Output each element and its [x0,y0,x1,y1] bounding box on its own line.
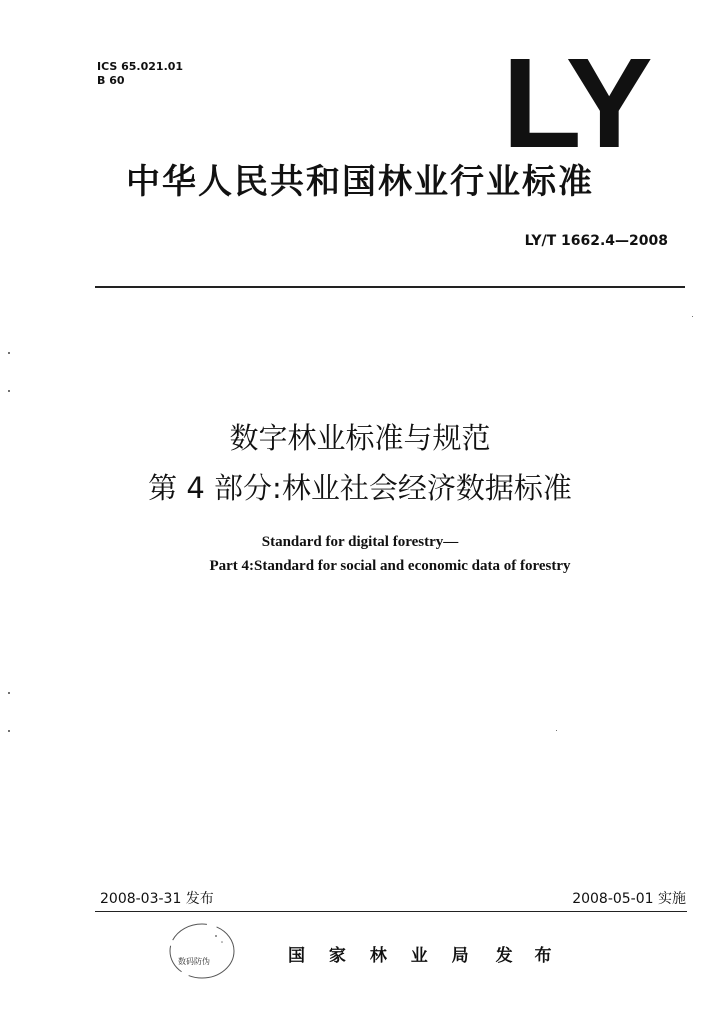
scan-speck [692,316,693,317]
standard-type-heading: 中华人民共和国林业行业标准 [126,162,594,202]
title-en-line2: Part 4:Standard for social and economic data of forestry [209,558,571,574]
publisher-line [288,944,560,968]
header-divider [95,286,685,288]
title-cn-line1: 数字林业标准与规范 [229,421,491,455]
implementation-date: 2008-05-01 实施 [572,891,686,907]
publisher-name: 国 家 林 业 局 [288,946,478,966]
title-cn-line2: 第 4 部分:林业社会经济数据标准 [148,471,572,505]
seal-label: 数码防伪 [178,957,210,966]
ccs-code: B 60 [97,74,125,87]
scan-speck [8,390,10,392]
ly-logo: LY [502,32,649,175]
publish-action: 发 布 [495,946,560,966]
title-en-line1: Standard for digital forestry— [261,534,459,550]
footer-divider [95,911,687,912]
anti-counterfeit-seal-icon [166,920,238,982]
standard-number: LY/T 1662.4—2008 [524,233,668,249]
scan-speck [556,730,557,731]
ics-code: ICS 65.021.01 [97,60,184,73]
scan-speck [8,730,10,732]
scan-speck [8,692,10,694]
scan-speck [8,352,10,354]
issue-date: 2008-03-31 发布 [100,891,214,907]
classification-codes [97,60,183,88]
